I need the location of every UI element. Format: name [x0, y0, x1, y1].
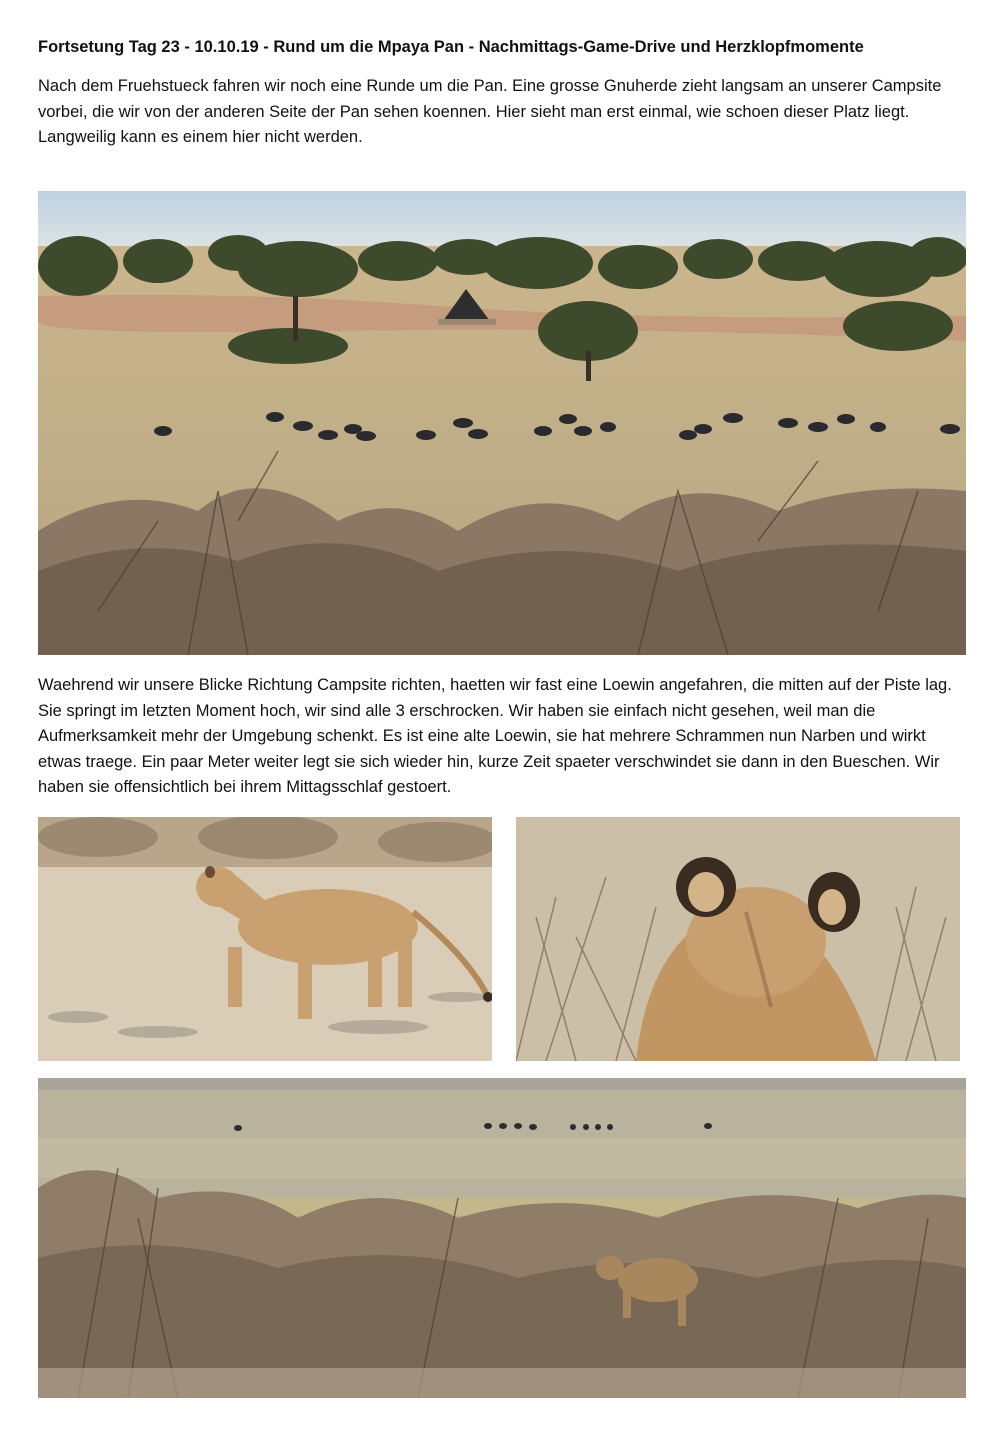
- paragraph-lioness: Waehrend wir unsere Blicke Richtung Campsite richten, haetten wir fast eine Loewin angefahren, die mitten auf der Piste lag. Sie springt im letzten Moment hoch, wir sind alle 3 erschrocken. Wir haben sie einfach nicht gesehen, weil man die Aufmerksamkeit mehr der Umgebung schenkt. Es ist eine alte Loewin, sie hat mehrere Schrammen nun Narben und wirkt etwas traege. Ein paar Meter weiter legt sie sich wieder hin, kurze Zeit spaeter verschwindet sie dann in den Bueschen. Wir haben sie offensichtlich bei ihrem Mittagsschlaf gestoert.: [38, 676, 952, 796]
- photo-lioness-closeup: [516, 817, 960, 1061]
- page-title: Fortsetung Tag 23 - 10.10.19 - Rund um die Mpaya Pan - Nachmittags-Game-Drive und Herzklopfmomente: [38, 38, 864, 56]
- photo-wildebeest-herd: [38, 191, 966, 655]
- photo-lioness-walking: [38, 817, 492, 1061]
- photo-lioness-bushes: [38, 1078, 966, 1398]
- paragraph-intro: Nach dem Fruehstueck fahren wir noch eine Runde um die Pan. Eine grosse Gnuherde zieht langsam an unserer Campsite vorbei, die wir von der anderen Seite der Pan sehen koennen. Hier sieht man erst einmal, wie schoen dieser Platz liegt. Langweilig kann es einem hier nicht werden.: [38, 77, 942, 146]
